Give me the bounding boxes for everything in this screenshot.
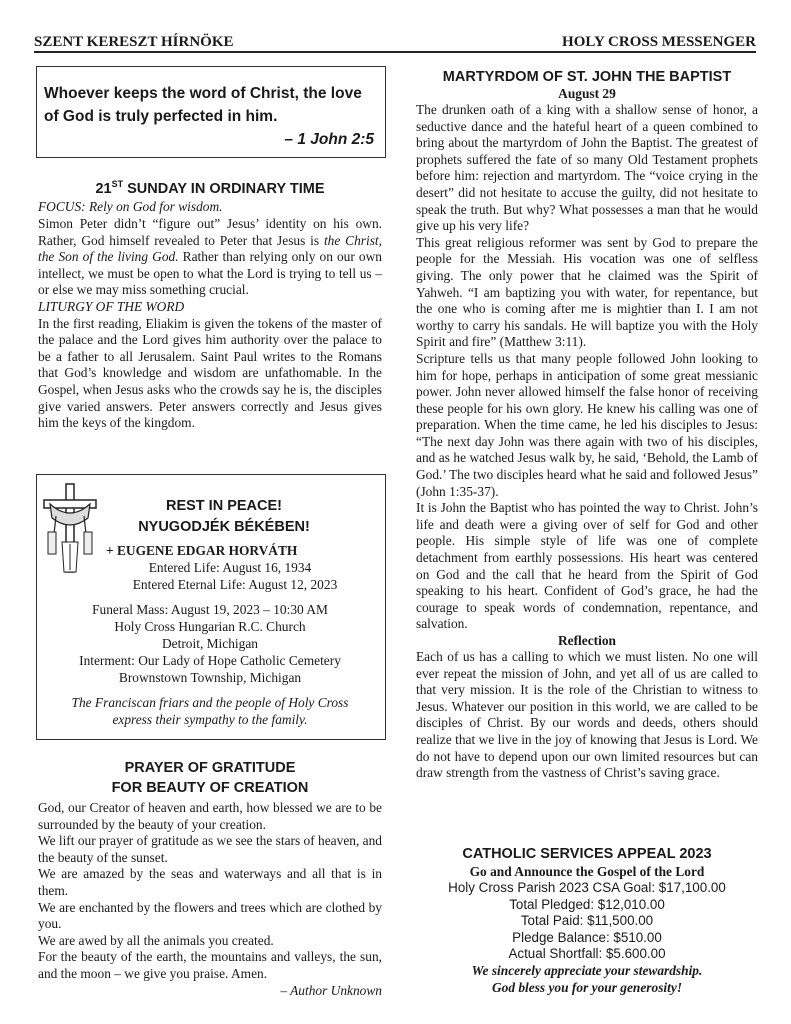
prayer-section <box>38 758 382 999</box>
sunday-title-num: 21 <box>95 180 112 197</box>
martyrdom-section <box>416 68 758 782</box>
rip-details <box>36 542 384 728</box>
prayer-line: God, our Creator of heaven and earth, how blessed we are to be surrounded by the beauty of your creation. <box>38 800 382 832</box>
rip-title-hungarian: NYUGODJÉK BÉKÉBEN! <box>138 519 310 535</box>
sunday-p1b: the Christ, the Son of the living God. <box>38 232 383 265</box>
csa-title: CATHOLIC SERVICES APPEAL 2023 <box>462 846 712 862</box>
sunday-p1c: Rather than relying only on our own intellect, we must be open to what the Lord is trying to tell us – or else we may miss something crucial. <box>38 249 382 298</box>
sunday-section <box>38 176 382 432</box>
prayer-line: We lift our prayer of gratitude as we see the stars of heaven, and the beauty of the sunset. <box>38 833 382 865</box>
header-left-title: SZENT KERESZT HÍRNÖKE <box>34 34 234 50</box>
quote-text: Whoever keeps the word of Christ, the love of God is truly perfected in him. <box>44 85 362 125</box>
rip-church: Holy Cross Hungarian R.C. Church <box>114 619 306 634</box>
csa-balance: Pledge Balance: $510.00 <box>512 929 662 945</box>
sunday-title-rest: SUNDAY IN ORDINARY TIME <box>123 180 325 197</box>
csa-thanks-2: God bless you for your generosity! <box>491 979 683 995</box>
sunday-title <box>38 176 382 197</box>
csa-paid: Total Paid: $11,500.00 <box>520 913 654 929</box>
header-rule <box>34 51 756 53</box>
rip-entered-life: Entered Life: August 16, 1934 <box>148 560 312 575</box>
csa-shortfall: Actual Shortfall: $5.600.00 <box>508 946 666 962</box>
quote-source: – 1 John 2:5 <box>284 131 374 148</box>
prayer-author: – Author Unknown <box>280 982 382 998</box>
rip-title-english: REST IN PEACE! <box>165 498 282 514</box>
csa-pledged: Total Pledged: $12,010.00 <box>509 896 665 912</box>
sunday-paragraph-2: In the first reading, Eliakim is given the tokens of the master of the palace and the Lord gives him authority over the palace to be a father to all Jerusalem. Saint Paul writes to the Romans that God’s knowledge and wisdom are unfathomable. In the Gospel, when Jesus asks who the crowds say he is, the disciples give varied answers. Peter answers correctly and Jesus gives him the keys of the kingdom. <box>38 315 382 431</box>
martyrdom-paragraph-4: It is John the Baptist who has pointed the way to Christ. John’s life and death were a giving over of self for God and other people. His simple style of life was one of complete detachment from earthly possessions. His heart was centered on God and the call that he heard from the Spirit of God speaking to his heart. Confident of God’s grace, he had the courage to speak words of condemnation, repentance, and salvation. <box>416 500 758 632</box>
sunday-title-sup: ST <box>111 179 124 189</box>
rip-sympathy-2: express their sympathy to the family. <box>112 712 308 727</box>
rip-funeral-mass: Funeral Mass: August 19, 2023 – 10:30 AM <box>92 602 328 617</box>
sunday-paragraph-1 <box>38 216 382 299</box>
martyrdom-paragraph-1: The drunken oath of a king with a shallow sense of honor, a seductive dance and the hateful heart of a queen combined to bring about the martyrdom of John the Baptist. The greatest of prophets suffered the fate of so many Old Testament prophets before him: rejection and martyrdom. The “voice crying in the desert” did not hesitate to accuse the guilty, did not hesitate to speak the truth. But why? What possesses a man that he would give up his very life? <box>416 102 758 234</box>
martyrdom-title: MARTYRDOM OF ST. JOHN THE BAPTIST <box>442 69 732 85</box>
header-right-title: HOLY CROSS MESSENGER <box>562 34 756 50</box>
martyrdom-paragraph-2: This great religious reformer was sent by God to prepare the people for the Messiah. His vocation was one of selfless giving. The only power that he claimed was the Spirit of Yahweh. “I am baptizing you with water, for repentance, but the one who is coming after me is mightier than I. I am not worthy to carry his sandals. He will baptize you with the Holy Spirit and fire” (Matthew 3:11). <box>416 234 758 350</box>
csa-subtitle: Go and Announce the Gospel of the Lord <box>469 864 705 879</box>
prayer-line: For the beauty of the earth, the mountains and valleys, the sun, and the moon – we give you praise. Amen. <box>38 949 382 981</box>
prayer-title <box>38 758 382 798</box>
scripture-quote <box>44 82 374 148</box>
rip-sympathy-1: The Franciscan friars and the people of Holy Cross <box>71 695 349 710</box>
rip-title <box>106 496 342 538</box>
reflection-title: Reflection <box>557 633 616 648</box>
prayer-title-line-2: FOR BEAUTY OF CREATION <box>111 780 309 796</box>
rip-eternal-life: Entered Eternal Life: August 12, 2023 <box>132 577 338 592</box>
prayer-line: We are enchanted by the flowers and trees which are clothed by you. <box>38 899 382 932</box>
martyrdom-date: August 29 <box>558 86 616 101</box>
prayer-title-line-1: PRAYER OF GRATITUDE <box>124 760 296 776</box>
csa-goal: Holy Cross Parish 2023 CSA Goal: $17,100.00 <box>448 880 726 895</box>
sunday-liturgy-heading: LITURGY OF THE WORD <box>38 298 185 314</box>
csa-section <box>416 845 758 996</box>
csa-thanks-1: We sincerely appreciate your stewardship. <box>471 962 703 978</box>
sunday-focus: FOCUS: Rely on God for wisdom. <box>38 199 223 215</box>
rip-interment: Interment: Our Lady of Hope Catholic Cemetery <box>79 653 341 668</box>
reflection-paragraph: Each of us has a calling to which we must listen. No one will ever repeat the mission of John, and yet all of us are called to that very mission. It is the role of the Christian to witness to Jesus. Whatever our position in this world, we are called to be disciples of Christ. By our words and deeds, others should realize that we live in the joy of knowing that Jesus is Lord. We do not have to depend upon our own limited resources but can draw strength from the vastness of Christ’s saving grace. <box>416 649 758 781</box>
sunday-p1a: Simon Peter didn’t “figure out” Jesus’ identity on his own. Rather, God himself revealed to Peter that Jesus is <box>38 216 382 248</box>
rip-township: Brownstown Township, Michigan <box>118 670 302 685</box>
rip-city: Detroit, Michigan <box>162 636 258 651</box>
rip-name: + EUGENE EDGAR HORVÁTH <box>106 543 298 558</box>
prayer-line: We are amazed by the seas and waterways and all that is in them. <box>38 866 382 898</box>
prayer-line: We are awed by all the animals you created. <box>38 932 274 948</box>
martyrdom-paragraph-3: Scripture tells us that many people followed John looking to him for hope, perhaps in anticipation of some great messianic power. John never allowed himself the false honor of receiving these people for his own glory. He knew his calling was one of preparation. When the time came, he led his disciples to Jesus: “The next day John was there again with two of his disciples, and as he watched Jesus walk by, he said, ‘Behold, the Lamb of God.’ The two disciples heard what he said and followed Jesus” (John 1:35-37). <box>416 350 758 499</box>
